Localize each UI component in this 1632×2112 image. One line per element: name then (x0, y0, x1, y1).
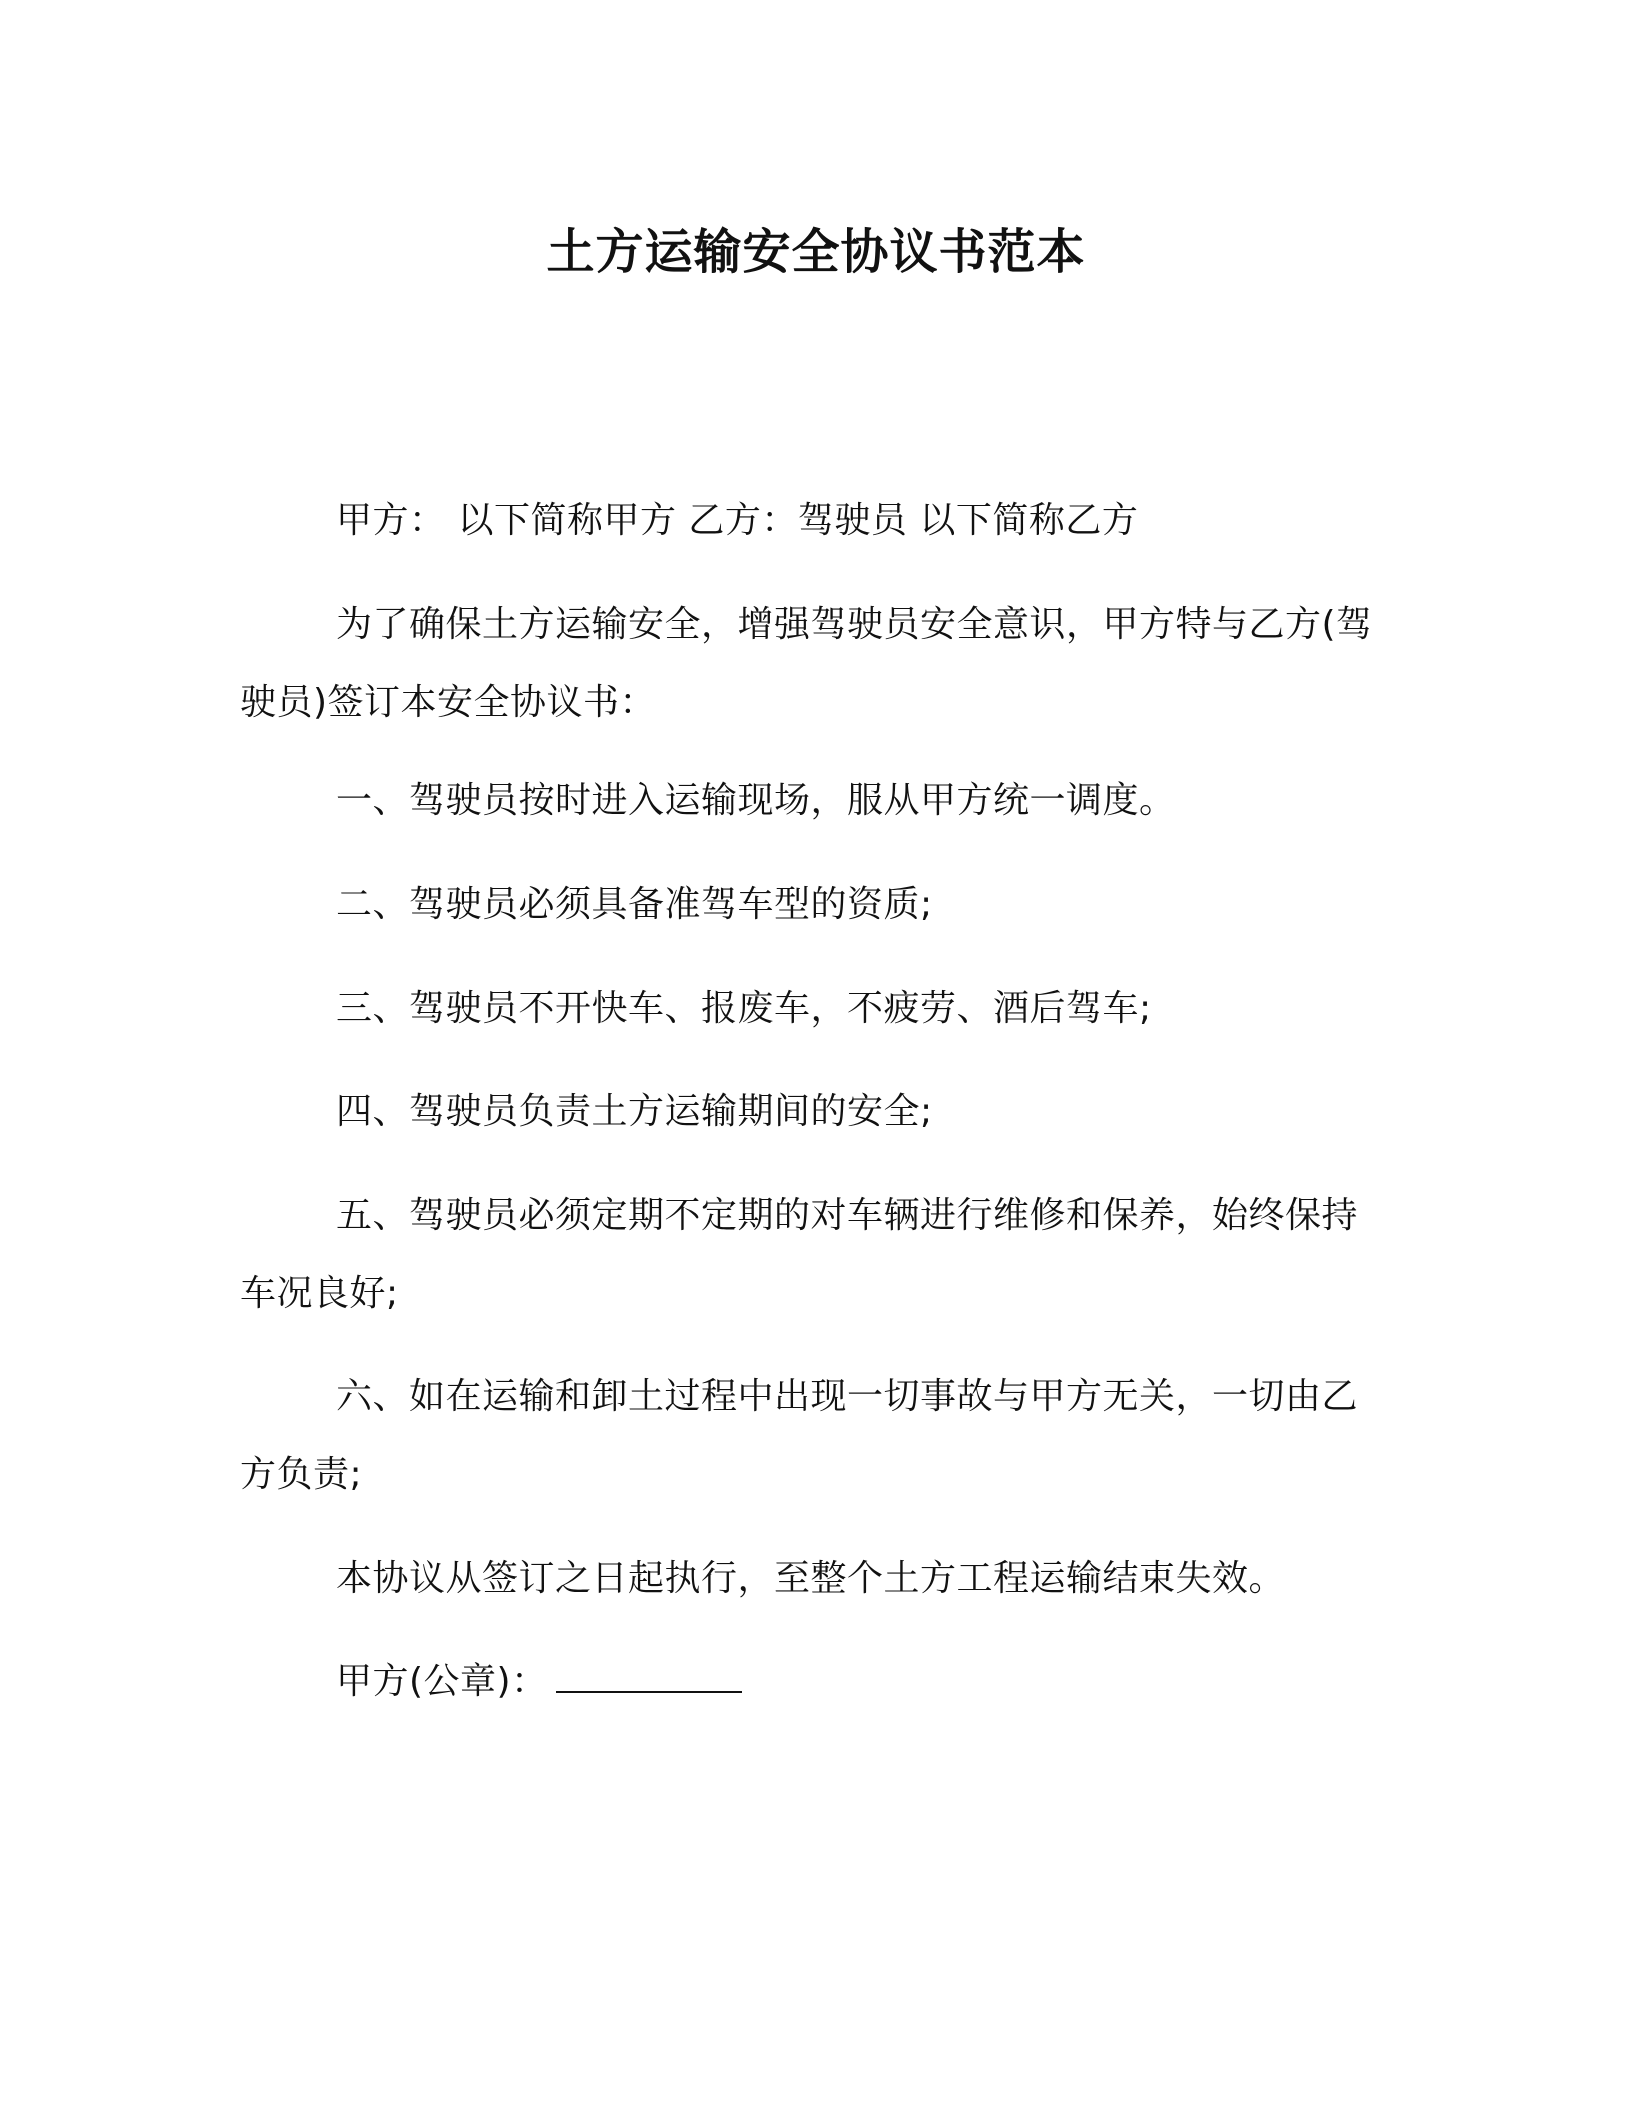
parties-line: 甲方： 以下简称甲方 乙方：驾驶员 以下简称乙方 (336, 500, 1139, 541)
clause-1: 一、驾驶员按时进入运输现场，服从甲方统一调度。 (336, 780, 1176, 821)
clause-6: 六、如在运输和卸土过程中出现一切事故与甲方无关，一切由乙方负责; (240, 1376, 1359, 1495)
signature-line (240, 1643, 1390, 1721)
validity-paragraph: 本协议从签订之日起执行，至整个土方工程运输结束失效。 (336, 1558, 1286, 1599)
signature-blank[interactable] (556, 1661, 742, 1693)
signature-label: 甲方(公章)： (336, 1661, 548, 1702)
clause-2: 二、驾驶员必须具备准驾车型的资质; (336, 884, 933, 925)
clause-4: 四、驾驶员负责土方运输期间的安全; (336, 1091, 933, 1132)
clause-3: 三、驾驶员不开快车、报废车，不疲劳、酒后驾车; (336, 988, 1152, 1029)
clause-5: 五、驾驶员必须定期不定期的对车辆进行维修和保养，始终保持车况良好; (240, 1195, 1359, 1314)
intro-paragraph: 为了确保土方运输安全，增强驾驶员安全意识，甲方特与乙方(驾驶员)签订本安全协议书： (240, 604, 1373, 723)
document-title: 土方运输安全协议书范本 (546, 224, 1086, 280)
